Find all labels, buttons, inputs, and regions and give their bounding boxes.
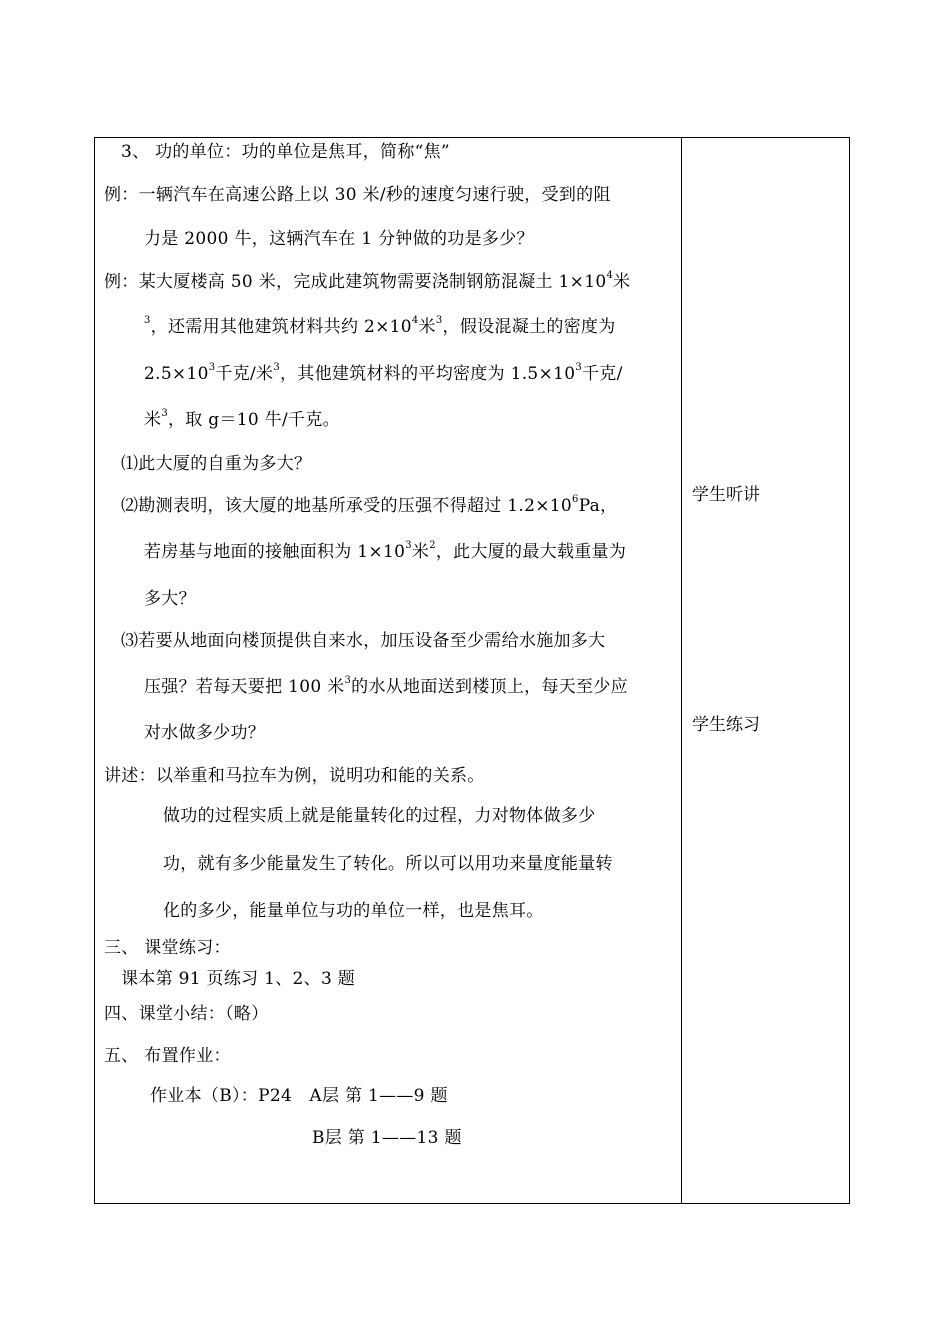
lecture-body-line-1: 做功的过程实质上就是能量转化的过程，力对物体做多少 [163,806,596,826]
question-2-line-2: 若房基与地面的接触面积为 $1\times 10^3$米$^2$，此大厦的最大载重量为 [144,540,627,562]
question-1: ⑴此大厦的自重为多大？ [121,454,312,474]
question-3-line-1: ⑶若要从地面向楼顶提供自来水，加压设备至少需给水施加多大 [121,631,606,651]
section-3-body: 课本第 91 页练习 1、2、3 题 [121,969,356,989]
homework-line-1: 作业本（B）：P24 A层 第 1——9 题 [150,1086,448,1106]
question-2-line-1: ⑵勘测表明，该大厦的地基所承受的压强不得超过 $1.2\times 10^6Pa$， [121,494,618,516]
work-unit-line: 3、 功的单位：功的单位是焦耳，简称“焦” [121,142,450,162]
homework-line-2: B层 第 1——13 题 [312,1128,462,1148]
question-3-line-2: 压强？若每天要把 100 米$^3$的水从地面送到楼顶上，每天至少应 [144,675,628,697]
section-5-heading: 五、 布置作业： [104,1046,231,1066]
section-3-heading: 三、 课堂练习： [104,938,231,958]
example-2-line-1: 例：某大厦楼高 50 米，完成此建筑物需要浇制钢筋混凝土 $1\times 10^4$米 [104,270,631,292]
lecture-line: 讲述：以举重和马拉车为例，说明功和能的关系。 [104,766,485,786]
example-2-line-4: 米$^3$，取 g＝10 牛/千克。 [144,408,340,430]
section-4-heading: 四、课堂小结：（略） [104,1004,269,1024]
example-1-line-2: 力是 2000 牛，这辆汽车在 1 分钟做的功是多少？ [144,229,534,249]
side-note-practice: 学生练习 [692,715,760,735]
example-1-line-1: 例：一辆汽车在高速公路上以 30 米/秒的速度匀速行驶，受到的阻 [104,185,611,205]
lesson-plan-table [94,137,850,1204]
column-divider [681,138,682,1203]
example-2-line-3: $2.5\times 10^3$千克/米$^3$，其他建筑材料的平均密度为 $1.5\times 10^3$千克/ [144,362,623,384]
question-3-line-3: 对水做多少功？ [144,723,266,743]
side-note-listen: 学生听讲 [692,485,760,505]
question-2-line-3: 多大？ [144,589,196,609]
example-2-line-2: $^3$，还需用其他建筑材料共约 $2\times 10^4$米$^3$，假设混凝土的密度为 [144,315,616,337]
lecture-body-line-2: 功，就有多少能量发生了转化。所以可以用功来量度能量转 [163,854,613,874]
lecture-body-line-3: 化的多少，能量单位与功的单位一样，也是焦耳。 [163,901,544,921]
